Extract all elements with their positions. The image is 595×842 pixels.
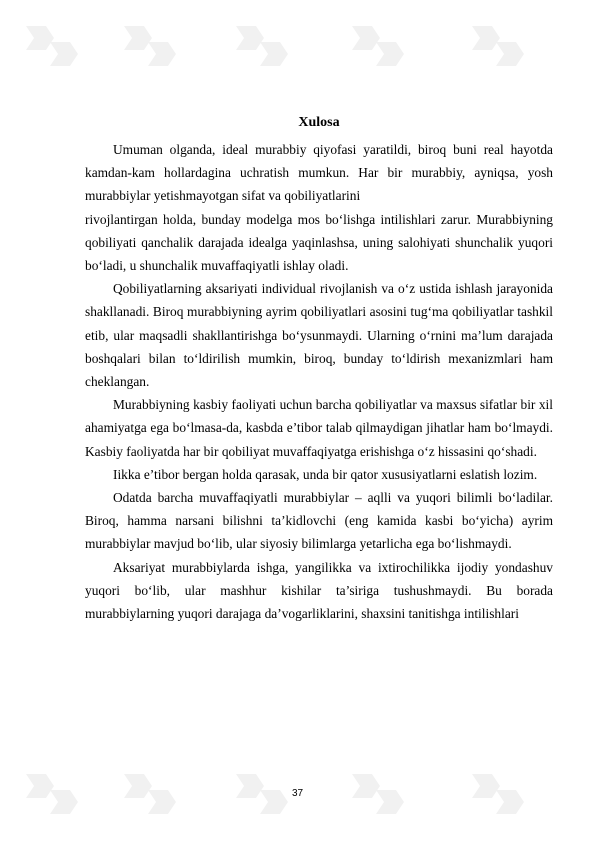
paragraph: Aksariyat murabbiylarda ishga, yangilikka va ixtirochilikka ijodiy yondashuv yuqori bo‘lib, ular mashhur kishilar ta’siriga tushushmaydi. Bu borada murabbiylarning yuqori darajaga da’vogarliklarini, shaxsini tanitishga intilishlari (85, 559, 553, 622)
paragraph: Umuman olganda, ideal murabbiy qiyofasi yaratildi, biroq buni real hayotda kamdan-kam hollardagina uchratish mumkun. Har bir murabbiy, ayniqsa, yosh murabbiylar yetishmayotgan sifat va qobiliyatlarini (85, 142, 553, 204)
section-title: Xulosa (298, 115, 340, 130)
watermark-logo-icon (348, 22, 404, 70)
paragraph: Iikka e’tibor bergan holda qarasak, unda bir qator xususiyatlarni eslatish lozim. (113, 466, 538, 482)
page-content (85, 111, 553, 625)
paragraph: Qobiliyatlarning aksariyati individual rivojlanish va o‘z ustida ishlash jarayonida shakllanadi. Biroq murabbiyning ayrim qobiliyatlari asosini tug‘ma qobiliyatlar tashkil etib, ular maqsadli shakllantirishga bo‘ysunmaydi. Ularning o‘rnini ma’lum darajada boshqalari bilan to‘ldirilish mumkin, biroq, bunday to‘ldirish mexanizmlari ham cheklangan. (85, 281, 553, 390)
paragraph: rivojlantirgan holda, bunday modelga mos bo‘lishga intilishlari zarur. Murabbiyning qobiliyati qanchalik darajada idealga yaqinlashsa, uning salohiyati shunchalik yuqori bo‘ladi, u shunchalik muvaffaqiyatli ishlay oladi. (85, 211, 553, 274)
paragraph: Murabbiyning kasbiy faoliyati uchun barcha qobiliyatlar va maxsus sifatlar bir xil ahamiyatga ega bo‘lmasa-da, kasbda e’tibor talab qilmaydigan jihatlar ham bo‘lmaydi. Kasbiy faoliyatda har bir qobiliyat muvaffaqiyatga erishishga o‘z hissasini qo‘shadi. (85, 397, 553, 459)
watermark-logo-icon (120, 22, 176, 70)
paragraph: Odatda barcha muvaffaqiyatli murabbiylar – aqlli va yuqori bilimli bo‘ladilar. Biroq, hamma narsani bilishni ta’kidlovchi (eng kamida kasbi bo‘yicha) ayrim murabbiylar mavjud bo‘lib, ular siyosiy bilimlarga yetarlicha ega bo‘lishmaydi. (85, 490, 553, 552)
watermark-logo-icon (232, 22, 288, 70)
watermark-logo-icon (468, 22, 524, 70)
page-number: 37 (291, 788, 304, 799)
watermark-logo-icon (22, 22, 78, 70)
